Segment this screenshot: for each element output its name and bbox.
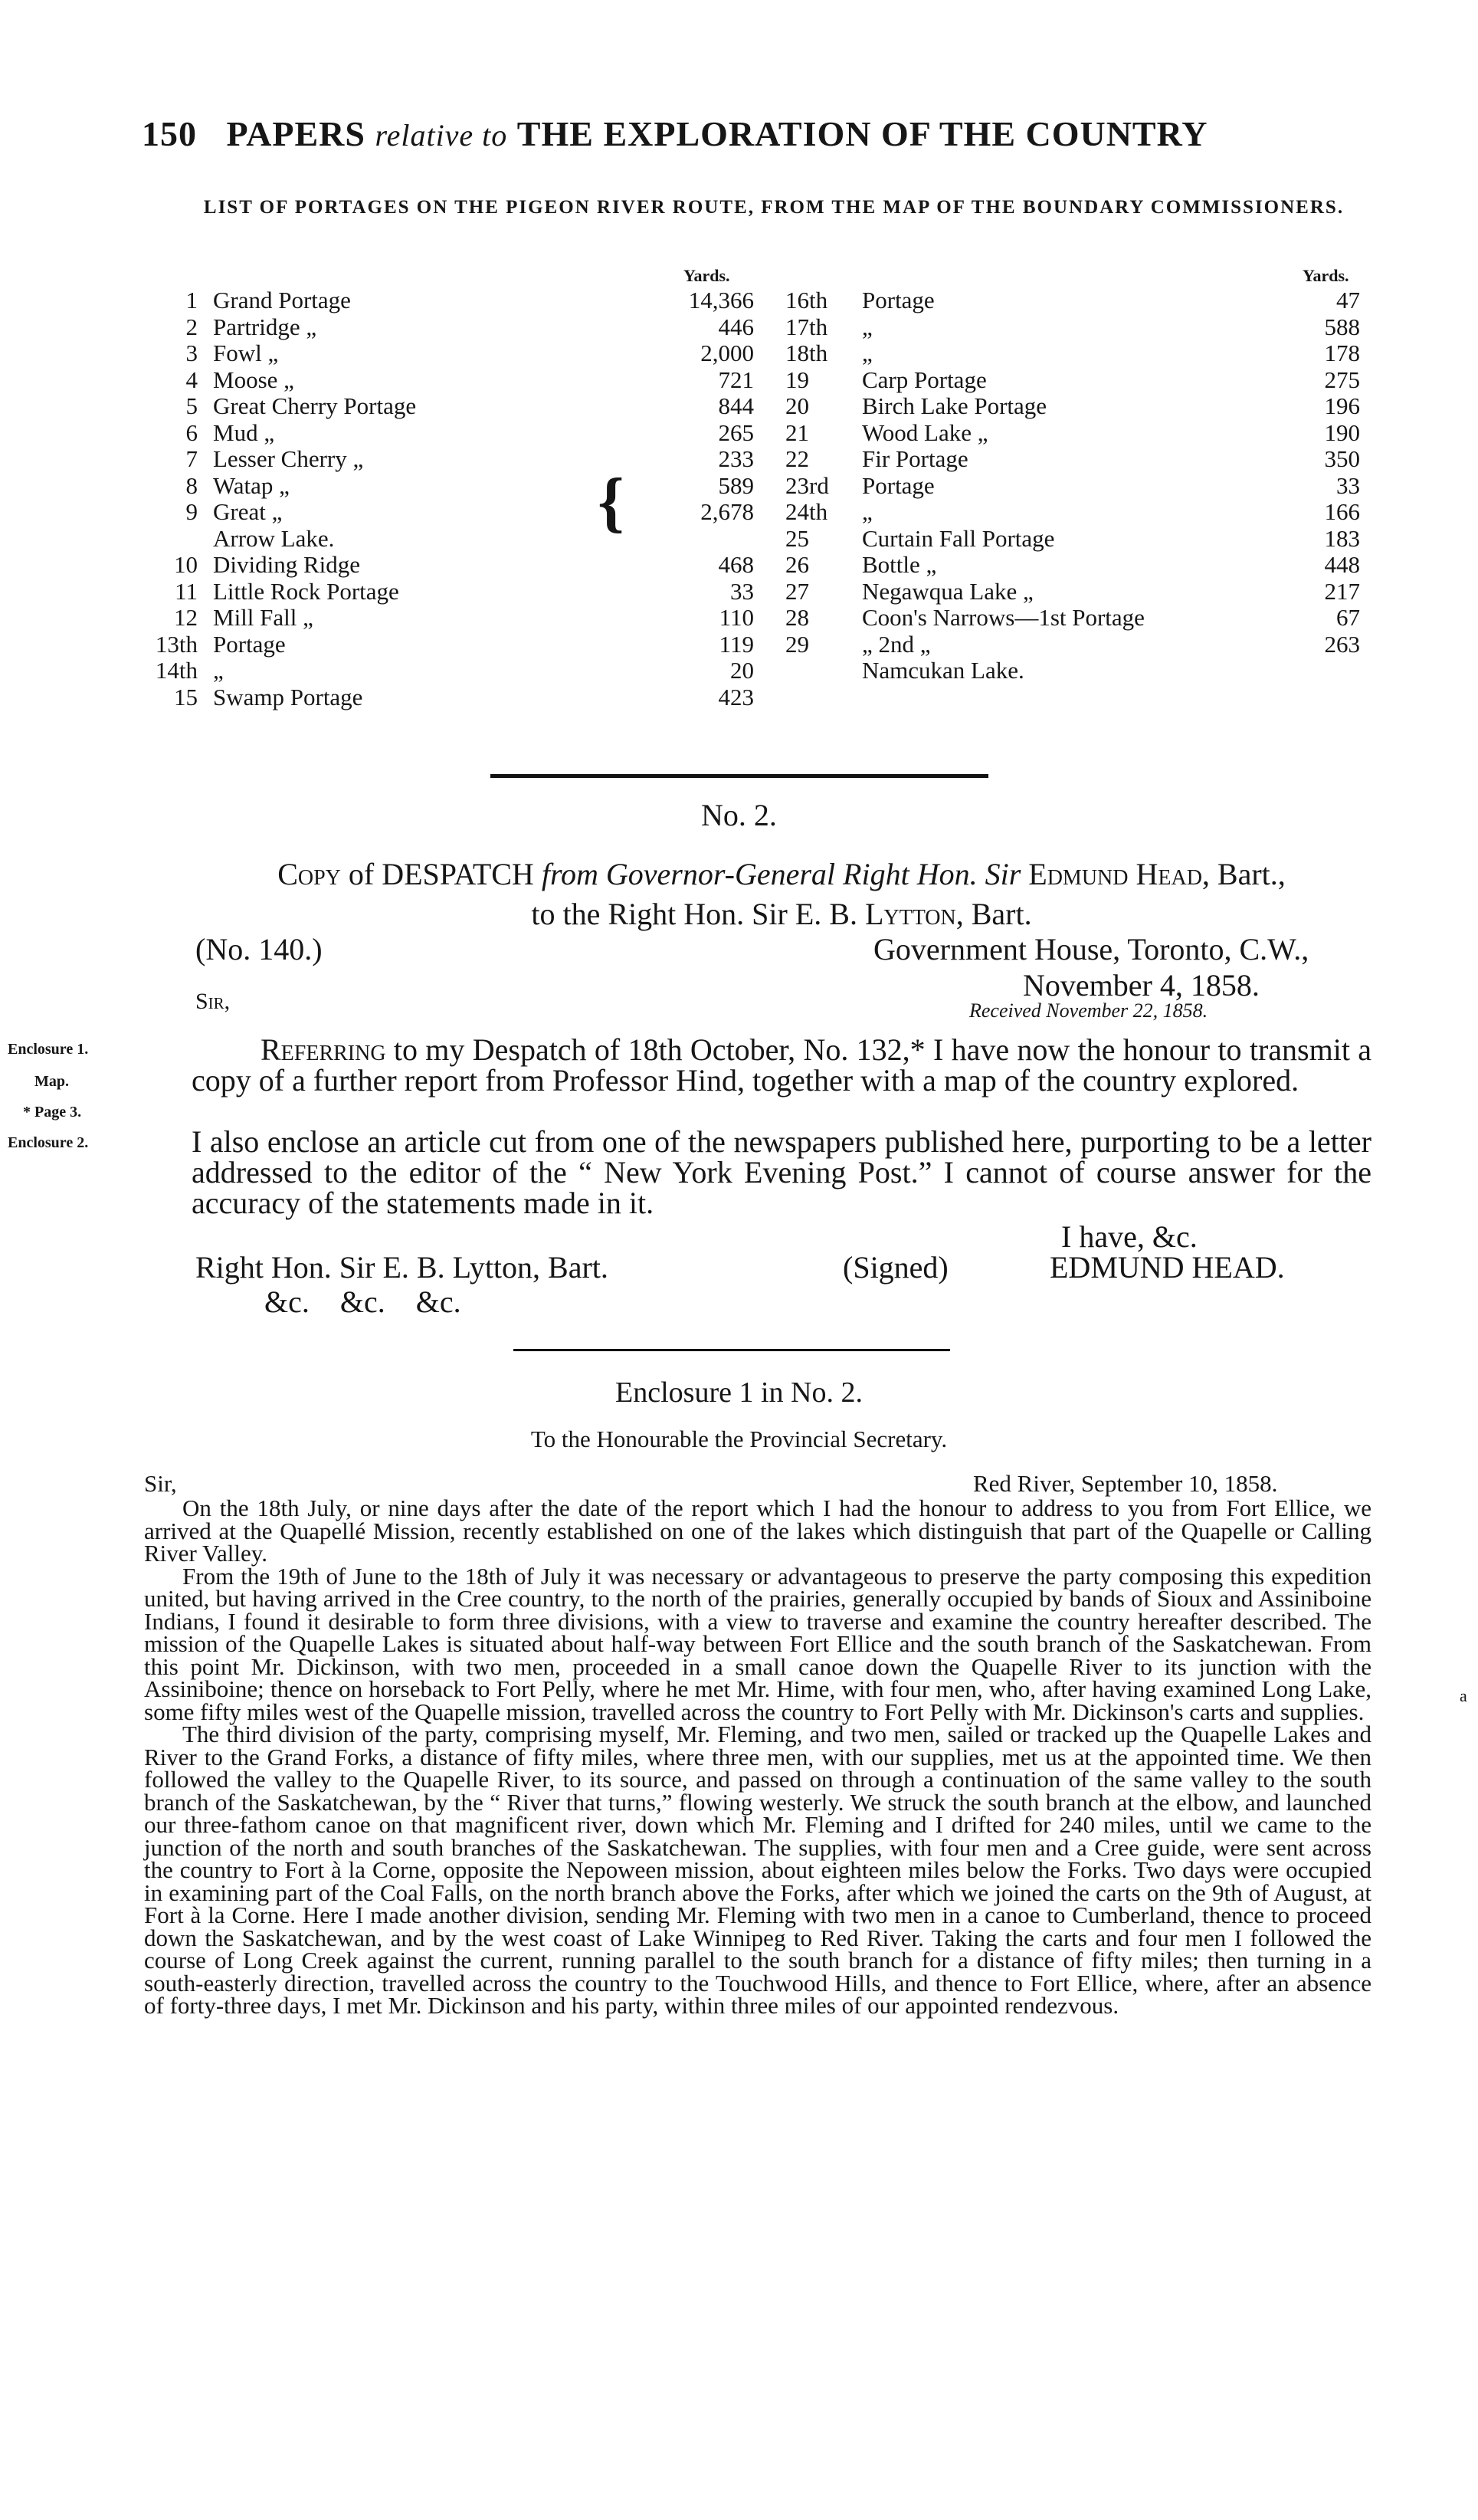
enclosure-rule [513, 1349, 950, 1351]
portage-yards: 423 [718, 683, 754, 710]
heading-from: from Governor-General Right Hon. Sir [541, 857, 1021, 891]
portage-number: 28 [785, 604, 809, 631]
portage-number: 5 [185, 392, 198, 419]
portage-yards: 275 [1324, 366, 1360, 393]
portage-row [146, 632, 820, 658]
portage-yards: 119 [719, 630, 754, 658]
portage-name: „ [862, 498, 873, 525]
enclosure-title: Enclosure 1 in No. 2. [615, 1376, 863, 1409]
portage-yards: 20 [730, 657, 754, 684]
portage-row [785, 579, 1360, 605]
page-number: 150 [142, 114, 197, 153]
portage-yards: 446 [718, 313, 754, 340]
portage-row [785, 605, 1360, 632]
portage-name: Namcukan Lake. [862, 657, 1024, 684]
portage-yards: 589 [718, 471, 754, 499]
enclosure-paragraph-3: The third division of the party, comprising myself, Mr. Fleming, and two men, sailed or tracked up the Quapelle Lakes and River to the Grand Forks, a distance of fifty miles, where three men, with our supplies, met us at the appointed time. We then followed the valley to the Quapelle River, to its source, and passed on through a continuation of the same valley to the south branch of the Saskatchewan, by the “ River that turns,” flowing westerly. We struck the south branch at the elbow, and launched our three-fathom canoe on that magnificent river, down which Mr. Fleming and I drifted for 240 miles, until we came to the junction of the north and south branches of the Saskatchewan. The supplies, with four men and a Cree guide, were sent across the country to Fort à la Corne, opposite the Nepoween mission, about eighteen miles below the Forks. Two days were occupied in examining part of the Coal Falls, on the north branch above the Forks, after which we joined the carts on the 9th of August, at Fort à la Corne. Here I made another division, sending Mr. Fleming with two men in a canoe to Cumberland, thence to proceed down the Saskatchewan, and by the west coast of Lake Winnipeg to Red River. Taking the carts and four men I followed the course of Long Creek against the current, running parallel to the south branch for a distance of fifty miles; then turning in a south-easterly direction, travelled across the country to the Touchwood Hills, and thence to Fort Ellice, where, after an absence of forty-three days, I met Mr. Dickinson and his party, within three miles of our appointed rendezvous. [144, 1721, 1371, 2019]
heading-line2-b: , Bart. [955, 897, 1032, 931]
running-head-title-b: THE EXPLORATION OF THE COUNTRY [516, 114, 1208, 153]
portage-row [785, 314, 1360, 341]
despatch-received: Received November 22, 1858. [969, 999, 1208, 1022]
portage-name: Partridge „ [213, 313, 317, 340]
portage-name: „ [862, 313, 873, 340]
running-head-title-a: PAPERS [226, 114, 365, 153]
portage-row [785, 632, 1360, 658]
portage-yards: 263 [1324, 630, 1360, 658]
heading-of: of DESPATCH [340, 857, 542, 891]
portage-name: Fir Portage [862, 445, 968, 472]
portage-number: 17th [785, 313, 828, 340]
despatch-closing: I have, &c. [1061, 1219, 1198, 1254]
portage-name: Watap „ [213, 471, 290, 499]
enclosure-paragraph-1: On the 18th July, or nine days after the date of the report which I had the honour to address to you from Fort Ellice, we arrived at the Quapellé Mission, recently established on one of the lakes which distinguish that part of the Quapelle or Calling River Valley. [144, 1495, 1371, 1567]
portage-yards: 350 [1324, 445, 1360, 472]
heading-line2-a: to the Right Hon. Sir E. B. [531, 897, 865, 931]
portage-yards: 2,000 [700, 340, 754, 366]
portage-name: Mill Fall „ [213, 604, 313, 631]
heading-copy: Copy [277, 857, 341, 891]
portage-yards: 183 [1324, 524, 1360, 552]
despatch-no: (No. 140.) [195, 932, 323, 966]
portage-number: 19 [785, 366, 809, 393]
portage-name: Little Rock Portage [213, 577, 399, 605]
portage-yards: 14,366 [688, 287, 754, 313]
portage-yards: 468 [718, 551, 754, 578]
para1-lead: Referring [261, 1032, 386, 1067]
portage-name: „ [213, 657, 224, 684]
portage-number: 23rd [785, 471, 829, 499]
portage-number: 1 [185, 287, 198, 313]
running-head-relative: relative to [375, 118, 508, 153]
portage-name: Fowl „ [213, 340, 279, 366]
portage-number: 18th [785, 340, 828, 366]
portage-row [146, 287, 820, 314]
portage-number: 24th [785, 498, 828, 525]
portage-name: „ [862, 340, 873, 366]
portage-row [146, 658, 820, 684]
portage-name: Moose „ [213, 366, 294, 393]
margin-note-enclosure2: Enclosure 2. [8, 1134, 89, 1151]
portage-name: „ 2nd „ [862, 630, 931, 658]
despatch-heading [192, 855, 1371, 934]
margin-note-page: * Page 3. [23, 1104, 82, 1121]
portage-name: Arrow Lake. [213, 524, 335, 552]
para1-text: to my Despatch of 18th October, No. 132,* I have now the honour to transmit a copy of a further report from Professor Hind, together with a map of the country explored. [192, 1032, 1371, 1098]
enclosure-body [144, 1497, 1371, 2017]
despatch-salutation: Sir, [195, 989, 231, 1014]
portage-number: 12 [174, 604, 198, 631]
despatch-place: Government House, Toronto, C.W., [873, 932, 1309, 966]
portage-list-left [146, 287, 820, 710]
portage-number: 11 [175, 577, 198, 605]
portage-row [785, 658, 1360, 684]
portage-row [785, 526, 1360, 553]
despatch-number: No. 2. [701, 798, 777, 832]
portage-number: 9 [185, 498, 198, 525]
portage-list-title: LIST OF PORTAGES ON THE PIGEON RIVER ROUTE, FROM THE MAP OF THE BOUNDARY COMMISSIONERS. [203, 197, 1345, 218]
enclosure-paragraph-2: From the 19th of June to the 18th of July it was necessary or advantageous to preserve the party composing this expedition united, but having arrived in the Cree country, to the north of the prairies, generally occupied by bands of Sioux and Assiniboine Indians, I found it desirable to form three divisions, with a view to traverse and examine the country hereafter described. The mission of the Quapelle Lakes is situated about half-way between Fort Ellice and the south branch of the Saskatchewan. From this point Mr. Dickinson, with two men, proceeded in a small canoe down the Quapelle River to its junction with the Assiniboine; thence on horseback to Fort Pelly, where he met Mr. Hime, with four men, who, after having examined Long Lake, some fifty miles west of the Quapelle mission, travelled across the country to Fort Pelly with Mr. Dickinson's carts and supplies. [144, 1562, 1371, 1725]
despatch-addressee: Right Hon. Sir E. B. Lytton, Bart. [195, 1250, 608, 1285]
portage-number: 26 [785, 551, 809, 578]
portage-number: 10 [174, 551, 198, 578]
portage-row [146, 499, 820, 526]
portage-yards: 448 [1324, 551, 1360, 578]
portage-row [785, 367, 1360, 394]
portage-name: Carp Portage [862, 366, 987, 393]
despatch-paragraph-1 [192, 1032, 1371, 1098]
brace-mark: { [598, 465, 624, 540]
despatch-signer: EDMUND HEAD. [1050, 1250, 1285, 1285]
portage-number: 8 [185, 471, 198, 499]
portage-number: 15 [174, 683, 198, 710]
portage-name: Curtain Fall Portage [862, 524, 1055, 552]
portage-number: 22 [785, 445, 809, 472]
portage-row [146, 340, 820, 367]
portage-yards: 178 [1324, 340, 1360, 366]
running-head [142, 113, 1352, 154]
portage-name: Negawqua Lake „ [862, 577, 1034, 605]
enclosure-salutation: Sir, [144, 1470, 177, 1497]
portage-row [146, 314, 820, 341]
portage-row [146, 473, 820, 500]
margin-mark-a: a [1460, 1686, 1467, 1705]
portage-row [785, 473, 1360, 500]
portage-number: 3 [185, 340, 198, 366]
portage-yards: 110 [719, 604, 754, 631]
portage-number: 27 [785, 577, 809, 605]
portage-yards: 721 [718, 366, 754, 393]
portage-yards: 265 [718, 418, 754, 446]
portage-number: 13th [155, 630, 198, 658]
heading-name: Edmund Head [1021, 857, 1202, 891]
portage-number: 29 [785, 630, 809, 658]
portage-name: Bottle „ [862, 551, 937, 578]
portage-number: 14th [155, 657, 198, 684]
portage-number: 20 [785, 392, 809, 419]
margin-note-enclosure1: Enclosure 1. [8, 1041, 89, 1058]
portage-list-right [785, 287, 1360, 684]
portage-yards: 217 [1324, 577, 1360, 605]
portage-row [785, 446, 1360, 473]
portage-row [146, 446, 820, 473]
despatch-etc: &c. &c. &c. [264, 1285, 461, 1319]
portage-name: Coon's Narrows—1st Portage [862, 604, 1145, 631]
portage-row [785, 393, 1360, 420]
portage-name: Portage [862, 471, 935, 499]
portage-row [146, 367, 820, 394]
heading-line2-name: Lytton [864, 897, 956, 931]
portage-name: Grand Portage [213, 287, 351, 313]
despatch-signed: (Signed) [843, 1250, 949, 1285]
yards-header-left: Yards. [683, 266, 730, 285]
enclosure-subtitle: To the Honourable the Provincial Secretary. [530, 1426, 948, 1452]
portage-number: 7 [185, 445, 198, 472]
portage-row [146, 526, 820, 553]
portage-row [785, 287, 1360, 314]
portage-name: Wood Lake „ [862, 418, 988, 446]
portage-yards: 67 [1336, 604, 1360, 631]
portage-yards: 196 [1324, 392, 1360, 419]
portage-number: 25 [785, 524, 809, 552]
portage-yards: 47 [1336, 287, 1360, 313]
portage-row [146, 420, 820, 447]
portage-name: Portage [213, 630, 286, 658]
portage-name: Great „ [213, 498, 283, 525]
portage-number: 2 [185, 313, 198, 340]
heading-rest: , Bart., [1201, 857, 1286, 891]
portage-number: 16th [785, 287, 828, 313]
enclosure-place-date: Red River, September 10, 1858. [973, 1470, 1278, 1497]
portage-yards: 166 [1324, 498, 1360, 525]
portage-number: 6 [185, 418, 198, 446]
portage-row [785, 499, 1360, 526]
portage-name: Dividing Ridge [213, 551, 361, 578]
despatch-paragraph-2: I also enclose an article cut from one of the newspapers published here, purporting to be a letter addressed to the editor of the “ New York Evening Post.” I cannot of course answer for the accuracy of the statements made in it. [192, 1124, 1371, 1220]
portage-number: 4 [185, 366, 198, 393]
portage-row [146, 579, 820, 605]
portage-name: Birch Lake Portage [862, 392, 1047, 419]
portage-row [146, 684, 820, 711]
section-rule [490, 774, 988, 778]
portage-name: Portage [862, 287, 935, 313]
yards-header-right: Yards. [1303, 266, 1349, 285]
portage-name: Great Cherry Portage [213, 392, 417, 419]
portage-row [146, 605, 820, 632]
portage-row [146, 393, 820, 420]
portage-yards: 33 [730, 577, 754, 605]
portage-row [785, 552, 1360, 579]
portage-name: Swamp Portage [213, 683, 363, 710]
portage-name: Mud „ [213, 418, 275, 446]
portage-row [785, 420, 1360, 447]
margin-note-map: Map. [34, 1073, 69, 1090]
portage-name: Lesser Cherry „ [213, 445, 364, 472]
portage-yards: 588 [1324, 313, 1360, 340]
portage-yards: 844 [718, 392, 754, 419]
portage-row [785, 340, 1360, 367]
despatch-date: November 4, 1858. [1023, 968, 1260, 1002]
portage-number: 21 [785, 418, 809, 446]
portage-yards: 33 [1336, 471, 1360, 499]
portage-yards: 2,678 [700, 498, 754, 525]
portage-row [146, 552, 820, 579]
portage-yards: 233 [718, 445, 754, 472]
portage-yards: 190 [1324, 418, 1360, 446]
